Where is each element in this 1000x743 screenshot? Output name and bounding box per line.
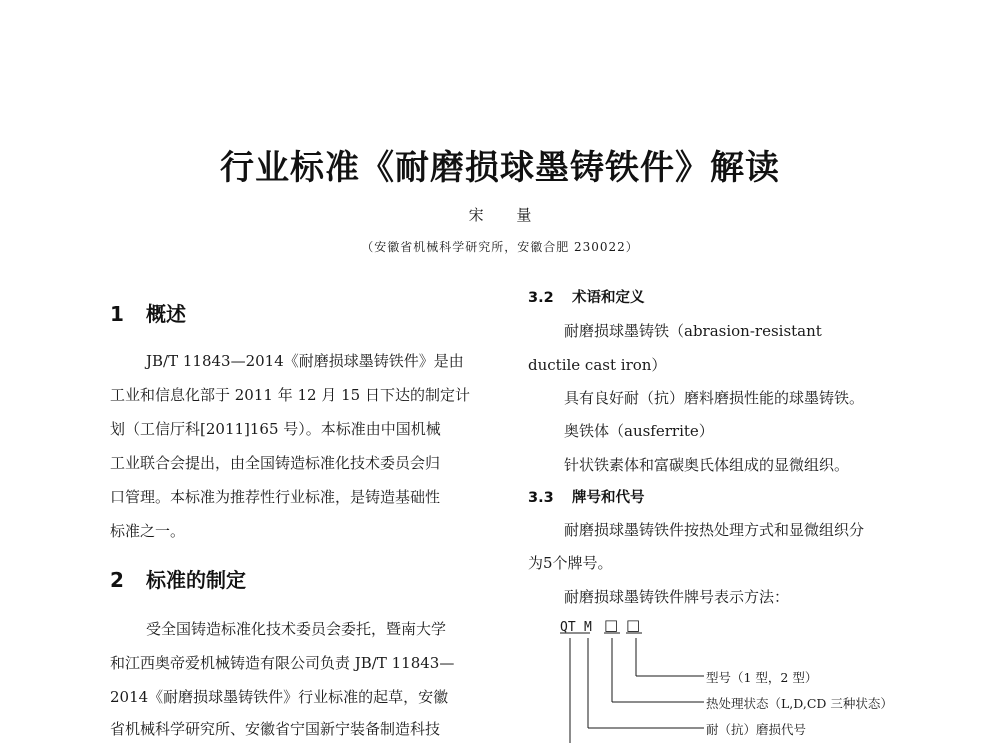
subsection-heading-3-3 xyxy=(528,486,645,507)
subsection-title: 术语和定义 xyxy=(572,290,645,306)
diagram-label-heat-treatment: 热处理状态（L,D,CD 三种状态） xyxy=(706,696,893,711)
paragraph-line: 奥铁体（ausferrite） xyxy=(564,422,714,440)
paragraph-line: 为5个牌号。 xyxy=(528,554,613,572)
section-number: 2 xyxy=(110,568,124,592)
subsection-number: 3.3 xyxy=(528,490,554,506)
paragraph-line: 划（工信厅科[2011]165 号）。本标准由中国机械 xyxy=(110,420,441,438)
paragraph-line: 具有良好耐（抗）磨料磨损性能的球墨铸铁。 xyxy=(564,389,865,407)
section-heading-1 xyxy=(110,298,186,327)
paragraph-line: 省机械科学研究所、安徽省宁国新宁装备制造科技 xyxy=(110,720,441,738)
subsection-number: 3.2 xyxy=(528,290,554,306)
paragraph-line: 标准之一。 xyxy=(110,522,186,540)
paragraph-line: 2014《耐磨损球墨铸铁件》行业标准的起草，安徽 xyxy=(110,688,449,706)
affiliation: （安徽省机械科学研究所，安徽合肥 230022） xyxy=(361,240,639,254)
grade-code-qt: QT xyxy=(560,620,576,635)
grade-box-2: □ xyxy=(626,616,641,634)
paragraph-line: ductile cast iron） xyxy=(528,356,667,374)
section-number: 1 xyxy=(110,302,124,326)
subsection-title: 牌号和代号 xyxy=(572,490,645,506)
grade-box-1: □ xyxy=(604,616,619,634)
paragraph-line: 工业联合会提出，由全国铸造标准化技术委员会归 xyxy=(110,454,441,472)
grade-code-m: M xyxy=(584,620,592,635)
paragraph-line: 工业和信息化部于 2011 年 12 月 15 日下达的制定计 xyxy=(110,386,470,404)
paragraph-line: 耐磨损球墨铸铁件牌号表示方法： xyxy=(564,588,790,606)
paragraph-line: 口管理。本标准为推荐性行业标准，是铸造基础性 xyxy=(110,488,441,506)
paragraph-line: 和江西奥帝爱机械铸造有限公司负责 JB/T 11843— xyxy=(110,654,455,672)
paragraph-line: JB/T 11843—2014《耐磨损球墨铸铁件》是由 xyxy=(146,352,464,370)
paragraph-line: 受全国铸造标准化技术委员会委托，暨南大学 xyxy=(146,620,447,638)
paragraph-line: 耐磨损球墨铸铁（abrasion-resistant xyxy=(564,322,822,340)
paragraph-line: 耐磨损球墨铸铁件按热处理方式和显微组织分 xyxy=(564,521,865,539)
section-title: 概述 xyxy=(146,302,186,326)
author: 宋 量 xyxy=(468,206,546,224)
grade-diagram-lines xyxy=(556,632,716,743)
diagram-label-type: 型号（1 型，2 型） xyxy=(706,670,818,685)
paragraph-line: 针状铁素体和富碳奥氏体组成的显微组织。 xyxy=(564,456,850,474)
subsection-heading-3-2 xyxy=(528,286,645,307)
diagram-label-wear-code: 耐（抗）磨损代号 xyxy=(706,722,807,737)
section-title: 标准的制定 xyxy=(146,568,246,592)
page-title: 行业标准《耐磨损球墨铸铁件》解读 xyxy=(220,148,780,188)
section-heading-2 xyxy=(110,564,246,593)
